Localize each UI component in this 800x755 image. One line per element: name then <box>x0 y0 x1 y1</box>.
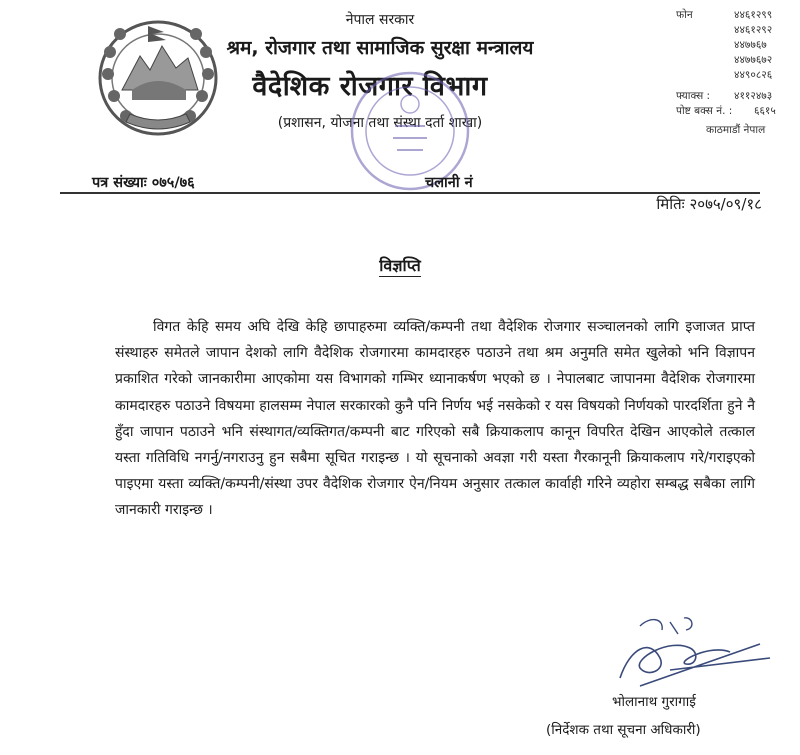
chalani-number: चलानी नं <box>425 175 473 191</box>
phone-number: ४४६१२९९ <box>734 9 773 21</box>
pobox-label: पोष्ट बक्स नं. : <box>676 105 733 117</box>
header-divider <box>60 192 760 194</box>
notice-body: विगत केहि समय अघि देखि केहि छापाहरुमा व्यक्ति/कम्पनी तथा वैदेशिक रोजगार सञ्चालनको लागि इजाजत प्राप्त संस्थाहरु समेतले जापान देशको लागि वैदेशिक रोजगारमा कामदारहरु पठाउने तथा श्रम अनुमति समेत खुलेको भनि विज्ञापन प्रकाशित गरेको जानकारीमा आएकोमा यस विभागको गम्भिर ध्यानाकर्षण भएको छ । नेपालबाट जापानमा वैदेशिक रोजगारमा कामदारहरु पठाउने विषयमा हालसम्म नेपाल सरकारको कुनै पनि निर्णय भई नसकेको र यस विषयको निर्णयको पारदर्शिता हुने नै हुँदा जापान पठाउने भनि संस्थागत/व्यक्तिगत/कम्पनी बाट गरिएको सबै क्रियाकलाप कानून विपरित देखिन आएकोले तत्काल यस्ता गतिविधि नगर्नु/नगराउनु हुन सबैमा सूचित गराइन्छ । यो सूचनाको अवज्ञा गरी यस्ता गैरकानूनी क्रियाकलाप गरे/गराइएको पाइएमा यस्ता व्यक्ति/कम्पनी/संस्था उपर वैदेशिक रोजगार ऐन/नियम अनुसार तत्काल कार्वाही गरिने व्यहोरा सम्बद्ध सबैका लागि जानकारी गराइन्छ । <box>115 319 755 519</box>
phone-label: फोन <box>676 9 693 21</box>
reference-number: पत्र संख्याः ०७५/७६ <box>92 175 195 191</box>
ministry-heading: श्रम, रोजगार तथा सामाजिक सुरक्षा मन्त्रालय <box>226 37 534 59</box>
pobox-number: ६६१५ <box>754 105 776 117</box>
letter-date: मितिः २०७५/०९/१८ <box>656 195 762 213</box>
phone-number: ४४७७६७ <box>734 39 767 51</box>
signatory-designation: (निर्देशक तथा सूचना अधिकारी) <box>546 722 701 738</box>
government-heading: नेपाल सरकार <box>345 12 415 28</box>
notice-title <box>0 254 800 276</box>
department-heading: वैदेशिक रोजगार विभाग <box>252 71 488 102</box>
phone-number: ४४७७६७२ <box>734 54 773 66</box>
phone-number: ४४६१२९२ <box>734 24 773 36</box>
notice-title-text: विज्ञप्ति <box>379 256 421 275</box>
fax-number: ४११२४७३ <box>734 90 773 102</box>
contact-block <box>676 8 800 138</box>
fax-label: फ्याक्स : <box>676 90 711 102</box>
signatory-name: भोलानाथ गुरागाई <box>612 694 696 710</box>
section-heading: (प्रशासन, योजना तथा संस्था दर्ता शाखा) <box>277 115 483 131</box>
city-text: काठमाडौं नेपाल <box>706 124 766 136</box>
phone-number: ४४९०८२६ <box>734 69 773 81</box>
handwritten-signature <box>600 608 780 698</box>
